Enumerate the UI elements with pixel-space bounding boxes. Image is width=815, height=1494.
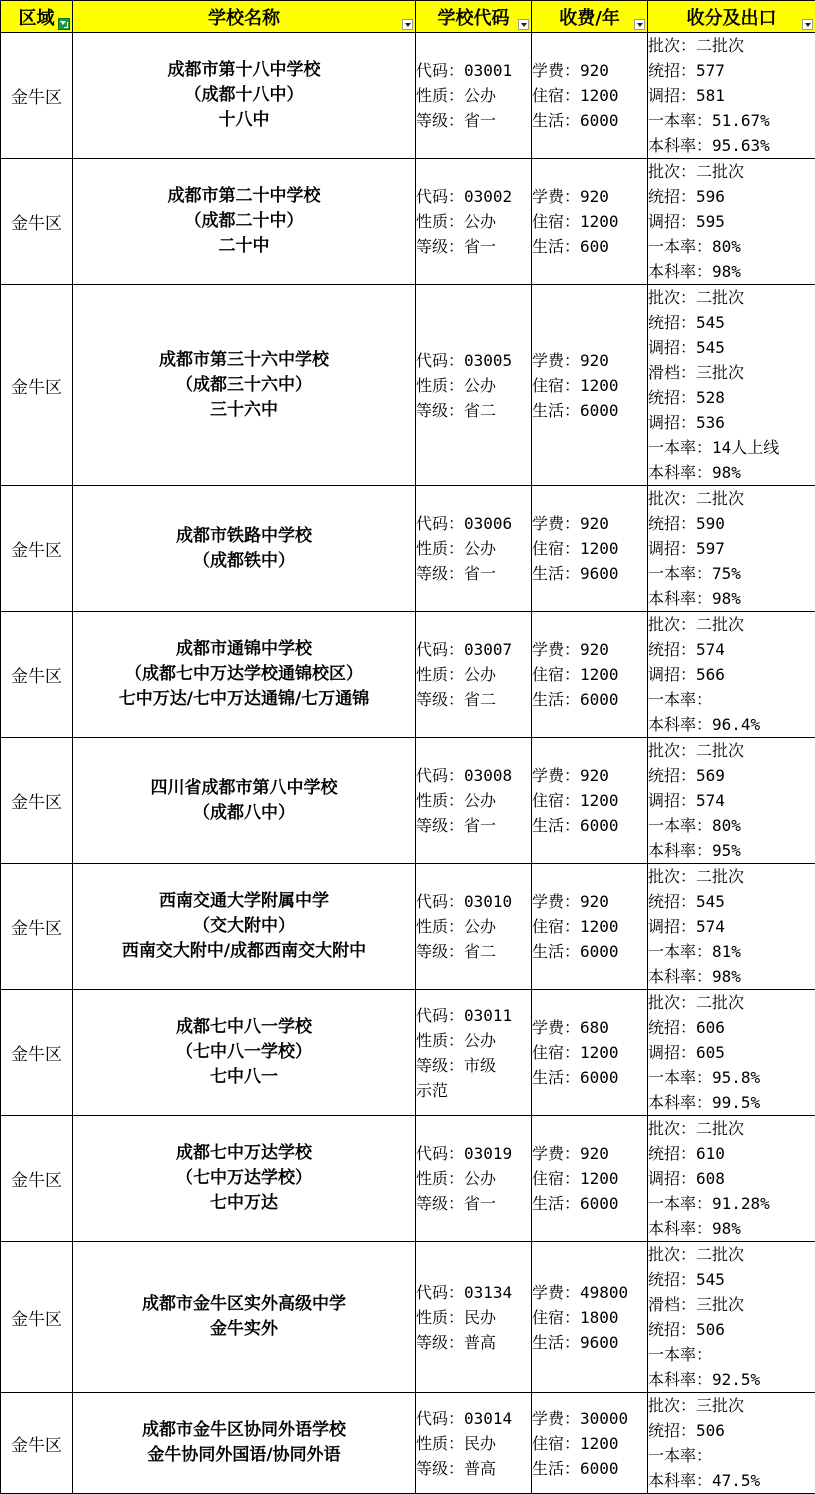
school-code-cell[interactable] (416, 612, 532, 738)
score-line: 批次：三批次 (648, 1393, 815, 1418)
score-line: 批次：二批次 (648, 285, 815, 310)
code-line: 性质：公办 (416, 914, 531, 939)
score-line: 调招：536 (648, 410, 815, 435)
fee-cell[interactable] (532, 1242, 648, 1393)
score-line: 批次：二批次 (648, 1116, 815, 1141)
score-line: 一本率：80% (648, 234, 815, 259)
header-fee: 收费/年 (532, 1, 648, 33)
school-name-cell[interactable] (73, 159, 416, 285)
score-cell[interactable] (648, 990, 815, 1116)
score-line: 批次：二批次 (648, 738, 815, 763)
school-line: 七中八一 (73, 1065, 415, 1090)
fee-cell[interactable] (532, 33, 648, 159)
fee-line: 住宿：1200 (532, 83, 647, 108)
filter-active-icon[interactable] (58, 18, 70, 30)
code-line: 等级：普高 (416, 1456, 531, 1481)
filter-dropdown-icon[interactable] (802, 19, 813, 30)
code-line: 等级：省二 (416, 398, 531, 423)
code-line: 代码：03134 (416, 1280, 531, 1305)
score-line: 一本率：51.67% (648, 108, 815, 133)
fee-line: 生活：6000 (532, 1191, 647, 1216)
score-line: 调招：597 (648, 536, 815, 561)
fee-line: 生活：6000 (532, 108, 647, 133)
school-code-cell[interactable] (416, 1116, 532, 1242)
school-line: 十八中 (73, 108, 415, 133)
score-line: 本科率：92.5% (648, 1367, 815, 1392)
school-line: 三十六中 (73, 398, 415, 423)
score-line: 批次：二批次 (648, 33, 815, 58)
score-cell[interactable] (648, 1393, 815, 1494)
school-line: 七中万达 (73, 1191, 415, 1216)
fee-line: 学费：920 (532, 184, 647, 209)
school-line: 成都市第三十六中学校 (73, 348, 415, 373)
score-line: 调招：545 (648, 335, 815, 360)
fee-cell[interactable] (532, 159, 648, 285)
score-line: 一本率：95.8% (648, 1065, 815, 1090)
code-line: 性质：公办 (416, 788, 531, 813)
school-line: （交大附中） (73, 914, 415, 939)
score-line: 批次：二批次 (648, 486, 815, 511)
table-body (1, 33, 815, 1494)
fee-line: 住宿：1200 (532, 209, 647, 234)
code-line: 代码：03019 (416, 1141, 531, 1166)
fee-cell[interactable] (532, 1116, 648, 1242)
score-line: 调招：574 (648, 914, 815, 939)
score-line: 统招：606 (648, 1015, 815, 1040)
score-line: 本科率：98% (648, 964, 815, 989)
score-line: 批次：二批次 (648, 159, 815, 184)
score-line: 本科率：98% (648, 259, 815, 284)
score-line: 本科率：47.5% (648, 1468, 815, 1493)
code-line: 代码：03006 (416, 511, 531, 536)
school-line: 成都市金牛区协同外语学校 (73, 1418, 415, 1443)
school-line: （成都七中万达学校通锦校区） (73, 662, 415, 687)
fee-line: 住宿：1200 (532, 1166, 647, 1191)
fee-line: 住宿：1200 (532, 1040, 647, 1065)
school-code-cell[interactable] (416, 864, 532, 990)
fee-line: 住宿：1800 (532, 1305, 647, 1330)
fee-cell[interactable] (532, 990, 648, 1116)
table-row (1, 990, 815, 1116)
fee-line: 学费：30000 (532, 1406, 647, 1431)
code-line: 等级：省一 (416, 561, 531, 586)
code-line: 性质：公办 (416, 209, 531, 234)
filter-dropdown-icon[interactable] (634, 19, 645, 30)
school-line: 金牛实外 (73, 1317, 415, 1342)
school-code-cell[interactable] (416, 1393, 532, 1494)
score-line: 本科率：95% (648, 838, 815, 863)
score-line: 统招：545 (648, 889, 815, 914)
fee-line: 学费：49800 (532, 1280, 647, 1305)
region-cell[interactable]: 金牛区 (1, 33, 73, 159)
fee-cell[interactable] (532, 612, 648, 738)
code-line: 等级：省二 (416, 687, 531, 712)
code-line: 示范 (416, 1078, 531, 1103)
score-line: 一本率： (648, 1443, 815, 1468)
fee-line: 学费：920 (532, 58, 647, 83)
fee-line: 生活：6000 (532, 813, 647, 838)
score-line: 调招：608 (648, 1166, 815, 1191)
score-line: 本科率：96.4% (648, 712, 815, 737)
score-line: 调招：581 (648, 83, 815, 108)
school-line: 成都市铁路中学校 (73, 524, 415, 549)
school-line: 成都市第二十中学校 (73, 184, 415, 209)
school-line: 成都市金牛区实外高级中学 (73, 1292, 415, 1317)
school-name-cell[interactable] (73, 738, 416, 864)
code-line: 等级：省二 (416, 939, 531, 964)
table-row (1, 612, 815, 738)
school-line: 四川省成都市第八中学校 (73, 776, 415, 801)
code-line: 性质：民办 (416, 1431, 531, 1456)
region-cell[interactable]: 金牛区 (1, 1116, 73, 1242)
score-line: 统招：574 (648, 637, 815, 662)
fee-line: 生活：9600 (532, 1330, 647, 1355)
score-line: 统招：506 (648, 1418, 815, 1443)
school-code-cell[interactable] (416, 738, 532, 864)
score-line: 调招：566 (648, 662, 815, 687)
region-cell[interactable]: 金牛区 (1, 159, 73, 285)
score-line: 一本率：81% (648, 939, 815, 964)
score-line: 一本率： (648, 1342, 815, 1367)
school-line: （成都十八中） (73, 83, 415, 108)
fee-line: 学费：920 (532, 763, 647, 788)
score-line: 本科率：98% (648, 1216, 815, 1241)
school-line: 成都七中八一学校 (73, 1015, 415, 1040)
school-line: 成都市第十八中学校 (73, 58, 415, 83)
filter-dropdown-icon[interactable] (402, 19, 413, 30)
school-line: 成都七中万达学校 (73, 1141, 415, 1166)
code-line: 代码：03010 (416, 889, 531, 914)
code-line: 代码：03011 (416, 1003, 531, 1028)
fee-line: 生活：6000 (532, 398, 647, 423)
table-row (1, 159, 815, 285)
score-line: 一本率：75% (648, 561, 815, 586)
school-name-cell[interactable] (73, 1393, 416, 1494)
fee-cell[interactable] (532, 738, 648, 864)
code-line: 代码：03008 (416, 763, 531, 788)
code-line: 代码：03014 (416, 1406, 531, 1431)
school-line: （成都二十中） (73, 209, 415, 234)
fee-line: 生活：6000 (532, 939, 647, 964)
fee-line: 住宿：1200 (532, 662, 647, 687)
school-line: 二十中 (73, 234, 415, 259)
score-line: 本科率：95.63% (648, 133, 815, 158)
school-line: 七中万达/七中万达通锦/七万通锦 (73, 687, 415, 712)
school-line: 西南交通大学附属中学 (73, 889, 415, 914)
school-name-cell[interactable] (73, 285, 416, 486)
fee-line: 学费：920 (532, 1141, 647, 1166)
score-line: 本科率：99.5% (648, 1090, 815, 1115)
region-cell[interactable]: 金牛区 (1, 738, 73, 864)
score-line: 统招：577 (648, 58, 815, 83)
score-cell[interactable] (648, 33, 815, 159)
code-line: 性质：民办 (416, 1305, 531, 1330)
score-cell[interactable] (648, 738, 815, 864)
code-line: 性质：公办 (416, 373, 531, 398)
score-line: 本科率：98% (648, 586, 815, 611)
region-cell[interactable]: 金牛区 (1, 864, 73, 990)
score-cell[interactable] (648, 486, 815, 612)
fee-cell[interactable] (532, 864, 648, 990)
school-line: （成都八中） (73, 801, 415, 826)
score-line: 一本率： (648, 687, 815, 712)
school-name-cell[interactable] (73, 33, 416, 159)
score-line: 批次：二批次 (648, 864, 815, 889)
score-line: 一本率：14人上线 (648, 435, 815, 460)
school-code-cell[interactable] (416, 1242, 532, 1393)
code-line: 等级：省一 (416, 108, 531, 133)
code-line: 代码：03001 (416, 58, 531, 83)
score-line: 统招：545 (648, 1267, 815, 1292)
fee-line: 住宿：1200 (532, 914, 647, 939)
score-line: 批次：二批次 (648, 1242, 815, 1267)
code-line: 等级：省一 (416, 813, 531, 838)
code-line: 性质：公办 (416, 662, 531, 687)
fee-line: 住宿：1200 (532, 536, 647, 561)
score-cell[interactable] (648, 285, 815, 486)
school-code-cell[interactable] (416, 285, 532, 486)
score-line: 统招：569 (648, 763, 815, 788)
score-line: 调招：595 (648, 209, 815, 234)
header-school: 学校名称 (73, 1, 416, 33)
code-line: 性质：公办 (416, 83, 531, 108)
school-name-cell[interactable] (73, 1242, 416, 1393)
table-row (1, 738, 815, 864)
score-line: 统招：545 (648, 310, 815, 335)
school-line: （七中八一学校） (73, 1040, 415, 1065)
code-line: 代码：03002 (416, 184, 531, 209)
score-line: 批次：二批次 (648, 612, 815, 637)
school-code-cell[interactable] (416, 159, 532, 285)
header-region: 区域 (1, 1, 73, 33)
score-cell[interactable] (648, 1242, 815, 1393)
score-cell[interactable] (648, 864, 815, 990)
fee-line: 住宿：1200 (532, 788, 647, 813)
score-line: 统招：528 (648, 385, 815, 410)
school-line: （七中万达学校） (73, 1166, 415, 1191)
fee-cell[interactable] (532, 486, 648, 612)
header-score: 收分及出口 (648, 1, 815, 33)
region-cell[interactable]: 金牛区 (1, 990, 73, 1116)
table-row (1, 285, 815, 486)
score-line: 本科率：98% (648, 460, 815, 485)
code-line: 性质：公办 (416, 536, 531, 561)
school-line: 西南交大附中/成都西南交大附中 (73, 939, 415, 964)
school-line: 金牛协同外国语/协同外语 (73, 1443, 415, 1468)
fee-line: 生活：600 (532, 234, 647, 259)
school-name-cell[interactable] (73, 612, 416, 738)
score-cell[interactable] (648, 1116, 815, 1242)
school-line: （成都铁中） (73, 549, 415, 574)
school-code-cell[interactable] (416, 486, 532, 612)
score-line: 统招：610 (648, 1141, 815, 1166)
table-row (1, 1116, 815, 1242)
fee-cell[interactable] (532, 1393, 648, 1494)
fee-line: 学费：680 (532, 1015, 647, 1040)
score-cell[interactable] (648, 612, 815, 738)
score-line: 统招：590 (648, 511, 815, 536)
score-line: 滑档：三批次 (648, 360, 815, 385)
fee-line: 学费：920 (532, 348, 647, 373)
region-cell[interactable]: 金牛区 (1, 1393, 73, 1494)
score-line: 一本率：91.28% (648, 1191, 815, 1216)
code-line: 性质：公办 (416, 1166, 531, 1191)
fee-line: 生活：6000 (532, 687, 647, 712)
score-line: 调招：574 (648, 788, 815, 813)
code-line: 等级：市级 (416, 1053, 531, 1078)
school-name-cell[interactable] (73, 864, 416, 990)
score-line: 滑档：三批次 (648, 1292, 815, 1317)
score-line: 调招：605 (648, 1040, 815, 1065)
table-row (1, 864, 815, 990)
school-name-cell[interactable] (73, 1116, 416, 1242)
code-line: 代码：03007 (416, 637, 531, 662)
fee-cell[interactable] (532, 285, 648, 486)
code-line: 等级：普高 (416, 1330, 531, 1355)
fee-line: 住宿：1200 (532, 1431, 647, 1456)
fee-line: 生活：9600 (532, 561, 647, 586)
header-row (1, 1, 815, 33)
header-code: 学校代码 (416, 1, 532, 33)
code-line: 代码：03005 (416, 348, 531, 373)
code-line: 等级：省一 (416, 234, 531, 259)
fee-line: 学费：920 (532, 511, 647, 536)
fee-line: 生活：6000 (532, 1456, 647, 1481)
school-name-cell[interactable] (73, 990, 416, 1116)
filter-dropdown-icon[interactable] (518, 19, 529, 30)
school-code-cell[interactable] (416, 990, 532, 1116)
fee-line: 学费：920 (532, 637, 647, 662)
score-line: 一本率：80% (648, 813, 815, 838)
region-cell[interactable]: 金牛区 (1, 1242, 73, 1393)
school-line: （成都三十六中） (73, 373, 415, 398)
region-cell[interactable]: 金牛区 (1, 612, 73, 738)
region-cell[interactable]: 金牛区 (1, 285, 73, 486)
code-line: 等级：省一 (416, 1191, 531, 1216)
table-row (1, 33, 815, 159)
school-code-cell[interactable] (416, 33, 532, 159)
score-line: 统招：596 (648, 184, 815, 209)
fee-line: 住宿：1200 (532, 373, 647, 398)
table-row (1, 1393, 815, 1494)
score-cell[interactable] (648, 159, 815, 285)
fee-line: 生活：6000 (532, 1065, 647, 1090)
school-line: 成都市通锦中学校 (73, 637, 415, 662)
school-name-cell[interactable] (73, 486, 416, 612)
table-row (1, 1242, 815, 1393)
table-row (1, 486, 815, 612)
score-line: 批次：二批次 (648, 990, 815, 1015)
score-line: 统招：506 (648, 1317, 815, 1342)
code-line: 性质：公办 (416, 1028, 531, 1053)
fee-line: 学费：920 (532, 889, 647, 914)
region-cell[interactable]: 金牛区 (1, 486, 73, 612)
